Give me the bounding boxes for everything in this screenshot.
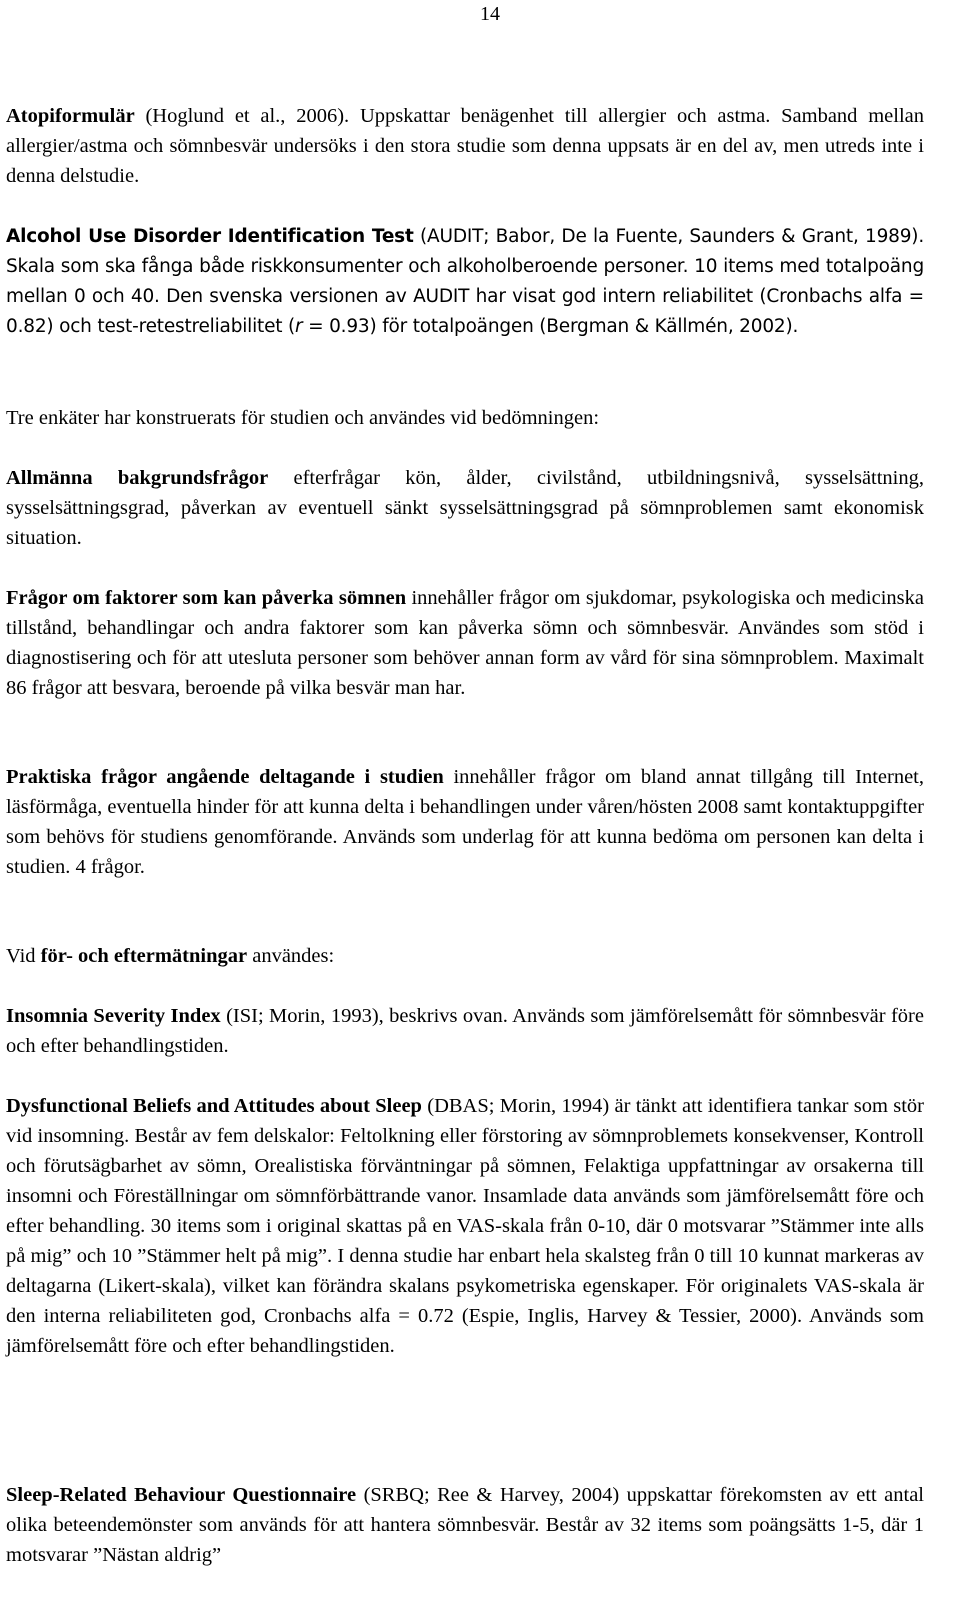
symbol-r: r: [295, 316, 303, 337]
paragraph-text: (DBAS; Morin, 1994) är tänkt att identifiera tankar som stör vid insomning. Består av fem delskalor: Feltolkning eller förstoring av sömnproblemets konsekvenser, Kontroll och förutsägbarhet av sömn, Orealistiska förväntningar på sömnen, Felaktiga uppfattningar av orsakerna till insomni och Föreställningar om sömnförbättrande vanor. Insamlade data används som jämförelsemått före och efter behandling. 30 items som i original skattas på en VAS-skala från 0-10, där 0 motsvarar ”Stämmer inte alls på mig” och 10 ”Stämmer helt på mig”. I denna studie har enbart hela skalsteg från 0 till 10 kunnat markeras av deltagarna (Likert-skala), vilket kan förändra skalans psykometriska egenskaper. För originalets VAS-skala är den interna reliabiliteten god, Cronbachs alfa = 0.72 (Espie, Inglis, Harvey & Tessier, 2000). Används som jämförelsemått före och efter behandlingstiden.: [6, 1095, 924, 1357]
paragraph-matningar: [6, 941, 924, 971]
term-bakgrundsfragor: Allmänna bakgrundsfrågor: [6, 467, 269, 489]
paragraph-text: Vid: [6, 945, 41, 967]
paragraph-text: = 0.93) för totalpoängen (Bergman & Källmén, 2002).: [302, 316, 799, 337]
paragraph-text: användes:: [247, 945, 335, 967]
paragraph-audit: [6, 222, 924, 342]
paragraph-atopiformular: [6, 101, 924, 191]
paragraph-text: (Hoglund et al., 2006). Uppskattar benägenhet till allergier och astma. Samband mellan allergier/astma och sömnbesvär undersöks i den stora studie som denna uppsats är en del av, men utreds inte i denna delstudie.: [6, 105, 924, 187]
paragraph-text: (ISI; Morin, 1993), beskrivs ovan. Används som jämförelsemått för sömnbesvär före och efter behandlingstiden.: [6, 1005, 924, 1057]
term-dbas: Dysfunctional Beliefs and Attitudes about Sleep: [6, 1095, 422, 1117]
paragraph-srbq: [6, 1480, 924, 1570]
term-atopiformular: Atopiformulär: [6, 105, 135, 127]
term-faktorer: Frågor om faktorer som kan påverka sömnen: [6, 587, 407, 609]
term-isi: Insomnia Severity Index: [6, 1005, 221, 1027]
paragraph-isi: [6, 1001, 924, 1061]
paragraph-faktorer: [6, 583, 924, 703]
paragraph-text: innehåller frågor om sjukdomar, psykologiska och medicinska tillstånd, behandlingar och andra faktorer som kan påverka sömn och sömnbesvär. Användes som stöd i diagnostisering och för att utesluta personer som behöver annan form av vård för sina sömnproblem. Maximalt 86 frågor att besvara, beroende på vilka besvär man har.: [6, 587, 924, 699]
paragraph-praktiska: [6, 762, 924, 882]
paragraph-bakgrundsfragor: [6, 463, 924, 553]
paragraph-text: (AUDIT; Babor, De la Fuente, Saunders & Grant, 1989). Skala som ska fånga både riskkonsumenter och alkoholberoende personer. 10 items med totalpoäng mellan 0 och 40. Den svenska versionen av AUDIT har visat god intern reliabilitet (Cronbachs alfa = 0.82) och test-retestreliabilitet (: [6, 226, 925, 337]
term-audit: Alcohol Use Disorder Identification Test: [6, 226, 414, 247]
term-srbq: Sleep-Related Behaviour Questionnaire: [6, 1484, 357, 1506]
page-number: 14: [480, 3, 500, 25]
paragraph-dbas: [6, 1091, 924, 1361]
paragraph-intro: [6, 403, 924, 433]
paragraph-text: (SRBQ; Ree & Harvey, 2004) uppskattar förekomsten av ett antal olika beteendemönster som används för att hantera sömnbesvär. Består av 32 items som poängsätts 1-5, där 1 motsvarar ”Nästan aldrig”: [6, 1484, 924, 1566]
paragraph-text: efterfrågar kön, ålder, civilstånd, utbildningsnivå, sysselsättning, sysselsättningsgrad, påverkan av eventuell sänkt sysselsättningsgrad på sömnproblemen samt ekonomisk situation.: [6, 467, 925, 549]
paragraph-text: Tre enkäter har konstruerats för studien och användes vid bedömningen:: [6, 407, 600, 429]
term-praktiska: Praktiska frågor angående deltagande i studien: [6, 766, 444, 788]
paragraph-text: innehåller frågor om bland annat tillgång till Internet, läsförmåga, eventuella hinder för att kunna delta i behandlingen under våren/hösten 2008 samt kontaktuppgifter som behövs för studiens genomförande. Används som underlag för att kunna bedöma om personen kan delta i studien. 4 frågor.: [6, 766, 924, 878]
term-matningar: för- och eftermätningar: [40, 945, 248, 967]
